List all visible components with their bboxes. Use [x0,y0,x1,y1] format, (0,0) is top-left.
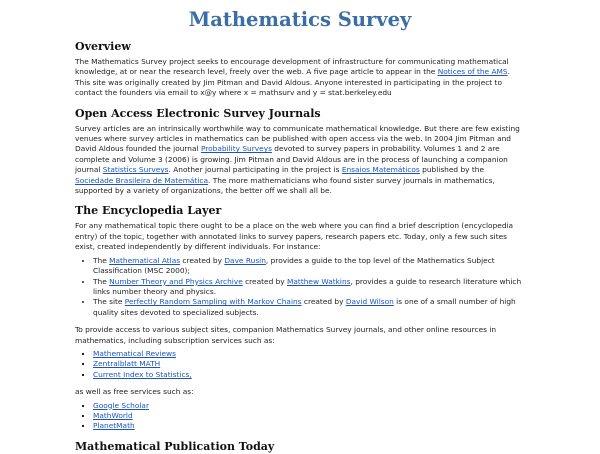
statistics-surveys-link[interactable]: Statistics Surveys [102,165,169,175]
access-paragraph: To provide access to various subject sites, companion Mathematics Survey journals, and other online resources in mathematics, including subscription services such as: [75,325,497,345]
notices-ams-link[interactable]: Notices of the AMS [437,67,508,77]
list-item [93,421,523,431]
list-item: • The Number Theory and Physics Archive created by Matthew Watkins, provides a guide to research literature which links number theory and physics. [93,277,523,298]
sociedade-brasileira-link[interactable]: Sociedade Brasileira de Matemática [75,175,209,185]
list-item: • The Mathematical Atlas created by Dave Rusin, provides a guide to the top level of the Mathematics Subject Classification (MSC 2000); [93,256,523,277]
page-title: Mathematics Survey [188,8,412,31]
zentralblatt-link[interactable]: Zentralblatt MATH [93,359,161,369]
mathematical-reviews-link[interactable]: Mathematical Reviews [93,348,176,358]
current-index-statistics-link[interactable]: Current Index to Statistics, [93,369,192,379]
publication-today-heading: Mathematical Publication Today [75,439,275,453]
list-item [93,370,523,380]
planetmath-link[interactable]: PlanetMath [93,421,135,431]
list-item: • The site Perfectly Random Sampling with Markov Chains created by David Wilson is one of a small number of high quality sites devoted to specialized subjects. [93,297,523,318]
mathworld-link[interactable]: MathWorld [93,410,133,420]
dave-rusin-link[interactable]: Dave Rusin [224,255,266,265]
google-scholar-link[interactable]: Google Scholar [93,400,149,410]
page-content [0,8,523,454]
list-item [93,359,523,369]
overview-paragraph: The Mathematics Survey project seeks to encourage development of infrastructure for communicating mathematical knowledge, at or near the research level, freely over the web. A five page article to appear in the Notices of the AMS. This site was originally created by Jim Pitman and David Aldous. Anyone interested in participating in the project to contact the founders via email to x@y where x = mathsurv and y = stat.berkeley.edu [75,57,510,98]
mathematical-atlas-link[interactable]: Mathematical Atlas [109,255,181,265]
open-access-heading: Open Access Electronic Survey Journals [75,106,321,120]
number-theory-physics-link[interactable]: Number Theory and Physics Archive [109,276,243,286]
list-item [93,401,523,411]
overview-heading: Overview [75,40,131,53]
encyclopedia-heading: The Encyclopedia Layer [75,204,222,218]
probability-surveys-link[interactable]: Probability Surveys [200,144,272,154]
free-services-label: as well as free services such as: [75,387,194,397]
matthew-watkins-link[interactable]: Matthew Watkins [287,276,351,286]
perfectly-random-sampling-link[interactable]: Perfectly Random Sampling with Markov Chains [124,297,302,307]
list-item [93,349,523,359]
subject-sites-list [75,256,523,318]
list-item [93,411,523,421]
encyclopedia-intro: For any mathematical topic there ought to be a place on the web where you can find a brief description (encyclopedia entry) of the topic, together with annotated links to survey papers, research papers etc. Today, only a few such sites exist, created independently by different individuals. For instance: [75,221,514,252]
free-services-list [75,401,523,432]
subscription-services-list [75,349,523,380]
ensaios-matematicos-link[interactable]: Ensaios Matemáticos [341,165,420,175]
david-wilson-link[interactable]: David Wilson [345,297,394,307]
open-access-paragraph: Survey articles are an intrinsically worthwhile way to communicate mathematical knowledge. But there are few existing venues where survey articles in mathematics can be published with open access via the web. In 2004 Jim Pitman and David Aldous founded the journal Probability Surveys devoted to survey papers in probability. Volumes 1 and 2 are complete and Volume 3 (2006) is growing. Jim Pitman and David Aldous are in the process of launching a companion journal Statistics Surveys. Another journal participating in the project is Ensaios Matemáticos published by the Sociedade Brasileira de Matemática. The more mathematicians who found sister survey journals in mathematics, supported by a variety of organizations, the better off we shall all be. [75,123,520,196]
